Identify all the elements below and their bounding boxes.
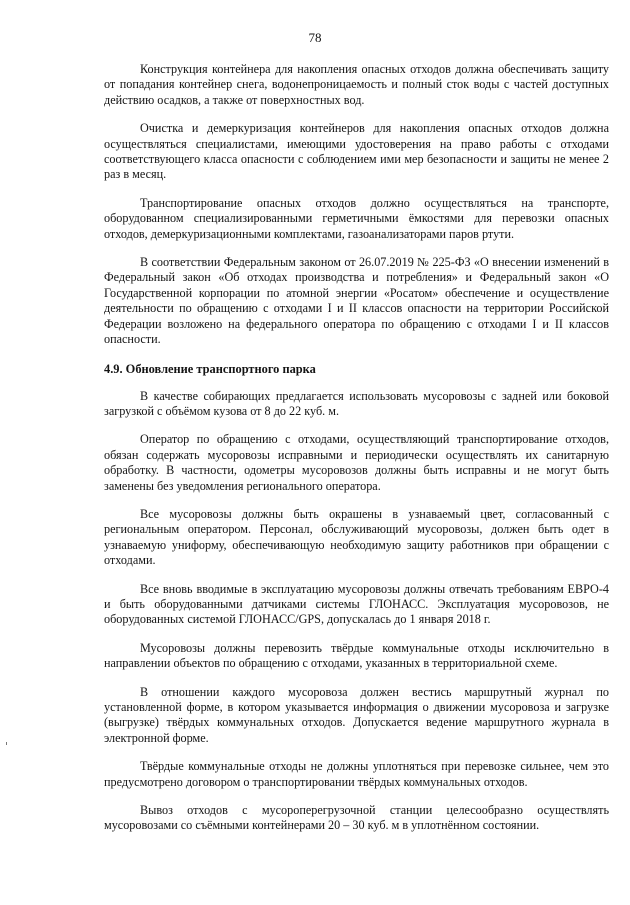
paragraph-compaction: Твёрдые коммунальные отходы не должны уплотняться при перевозке сильнее, чем это предусмотрено договором о транспортировании твёрдых коммунальных отходов.: [104, 759, 609, 789]
paragraph-container-cleaning: Очистка и демеркуризация контейнеров для накопления опасных отходов должна осуществляться специалистами, имеющими удостоверения на право работы с отходами соответствующего класса опасности с соблюдением ими мер безопасности и защиты не менее 2 раз в месяц.: [104, 121, 609, 182]
paragraph-route-log: В отношении каждого мусоровоза должен вестись маршрутный журнал по установленной форме, в котором указывается информация о движении мусоровоза и загрузке (выгрузке) твёрдых коммунальных отходов. Допускается ведение маршрутного журнала в электронной форме.: [104, 684, 609, 745]
scan-mark: [6, 742, 7, 745]
paragraph-truck-color: Все мусоровозы должны быть окрашены в узнаваемый цвет, согласованный с региональным оператором. Персонал, обслуживающий мусоровозы, должен быть одет в узнаваемую униформу, обеспечивающую необходимую защиту работников при обращении с отходами.: [104, 506, 609, 568]
paragraph-operator-duties: Оператор по обращению с отходами, осуществляющий транспортирование отходов, обязан содержать мусоровозы исправными и периодически осуществлять их санитарную обработку. В частности, одометры мусоровозов должны быть исправны и не могут быть заменены без уведомления регионального оператора.: [104, 432, 609, 493]
document-body: [104, 62, 609, 847]
paragraph-garbage-trucks: В качестве собирающих предлагается использовать мусоровозы с задней или боковой загрузкой с объёмом кузова от 8 до 22 куб. м.: [104, 388, 609, 418]
paragraph-transport-direction: Мусоровозы должны перевозить твёрдые коммунальные отходы исключительно в направлении объектов по обращению с отходами, указанных в территориальной схеме.: [104, 640, 609, 671]
page-number: 78: [308, 30, 322, 45]
paragraph-transfer-station: Вывоз отходов с мусороперегрузочной станции целесообразно осуществлять мусоровозами со съёмными контейнерами 20 – 30 куб. м в уплотнённом состоянии.: [104, 803, 609, 833]
paragraph-federal-law: В соответствии Федеральным законом от 26.07.2019 № 225-ФЗ «О внесении изменений в Федеральный закон «Об отходах производства и потребления» и Федеральный закон «О Государственной корпорации по атомной энергии «Росатом» обеспечение и осуществление деятельности по обращению с отходами I и II классов опасности на территории Российской Федерации возложено на федерального оператора по обращению с отходами I и II классов опасности.: [104, 255, 609, 347]
paragraph-euro4-glonass: Все вновь вводимые в эксплуатацию мусоровозы должны отвечать требованиям ЕВРО-4 и быть оборудованными датчиками системы ГЛОНАСС. Эксплуатация мусоровозов, не оборудованных системой ГЛОНАСС/GPS, допускалась до 1 января 2018 г.: [104, 581, 609, 627]
paragraph-hazardous-transport: Транспортирование опасных отходов должно осуществляться на транспорте, оборудованном специализированными герметичными ёмкостями для перевозки опасных отходов, демеркуризационными комплектами, газоанализаторами паров ртути.: [104, 195, 609, 241]
paragraph-container-design: Конструкция контейнера для накопления опасных отходов должна обеспечивать защиту от попадания контейнер снега, водонепроницаемость и полный сток воды с частей доступных действию осадков, а также от поверхностных вод.: [104, 62, 609, 107]
section-heading: 4.9. Обновление транспортного парка: [104, 361, 316, 376]
